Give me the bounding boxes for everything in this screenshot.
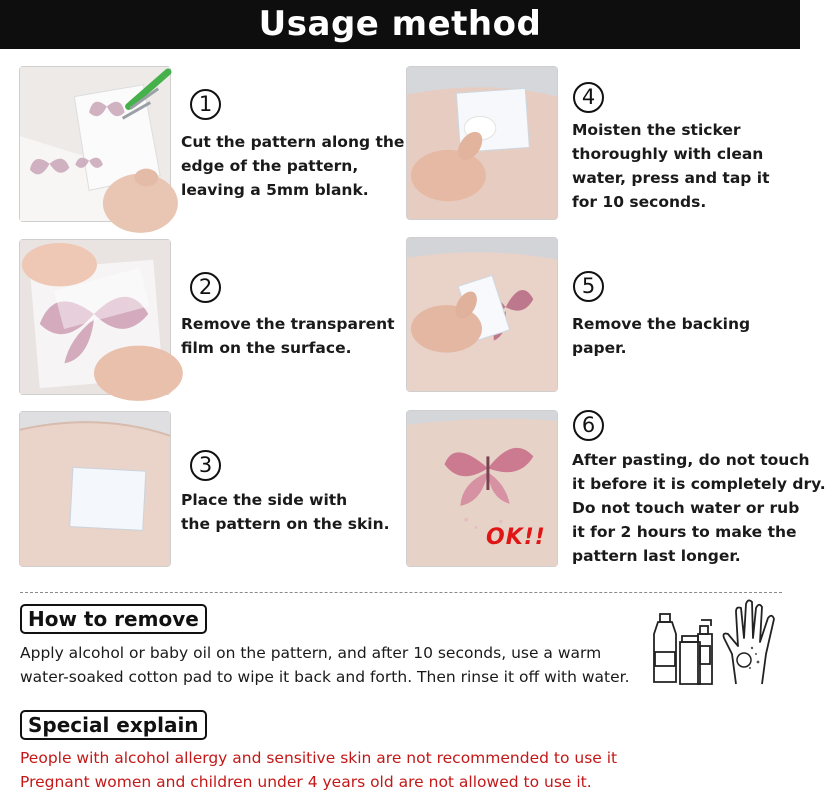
step-4-number: 4 bbox=[573, 82, 604, 113]
special-explain-text: People with alcohol allergy and sensitive skin are not recommended to use it Pregnant women and children under 4 years old are not allowed to use it. bbox=[20, 749, 618, 791]
step-5-number: 5 bbox=[573, 271, 604, 302]
step-1-photo bbox=[19, 66, 171, 222]
ok-label: OK!! bbox=[486, 525, 546, 550]
step-3-number: 3 bbox=[190, 450, 221, 481]
step-1-text: Cut the pattern along the edge of the pattern, leaving a 5mm blank. bbox=[181, 133, 405, 199]
special-explain-title: Special explain bbox=[20, 710, 207, 740]
step-6-text: After pasting, do not touch it before it is completely dry. Do not touch water or rub it for 2 hours to make the pattern last longer. bbox=[572, 451, 826, 565]
step-3-photo bbox=[19, 411, 171, 567]
hand-icon bbox=[722, 598, 780, 688]
section-divider bbox=[20, 592, 782, 593]
step-4-text: Moisten the sticker thoroughly with clean water, press and tap it for 10 seconds. bbox=[572, 121, 770, 211]
step-5-text: Remove the backing paper. bbox=[572, 315, 751, 357]
page-title: Usage method bbox=[0, 0, 800, 49]
step-1-number: 1 bbox=[190, 89, 221, 120]
alcohol-bottle-icon bbox=[652, 606, 722, 688]
step-2-photo bbox=[19, 239, 171, 395]
step-2-number: 2 bbox=[190, 272, 221, 303]
step-6-number: 6 bbox=[573, 410, 604, 441]
how-to-remove-title: How to remove bbox=[20, 604, 207, 634]
how-to-remove-text: Apply alcohol or baby oil on the pattern, and after 10 seconds, use a warm water-soaked cotton pad to wipe it back and forth. Then rinse it off with water. bbox=[20, 644, 630, 686]
step-5-photo bbox=[406, 237, 558, 392]
step-3-text: Place the side with the pattern on the skin. bbox=[181, 491, 390, 533]
step-2-text: Remove the transparent film on the surface. bbox=[181, 315, 395, 357]
step-4-photo bbox=[406, 66, 558, 220]
